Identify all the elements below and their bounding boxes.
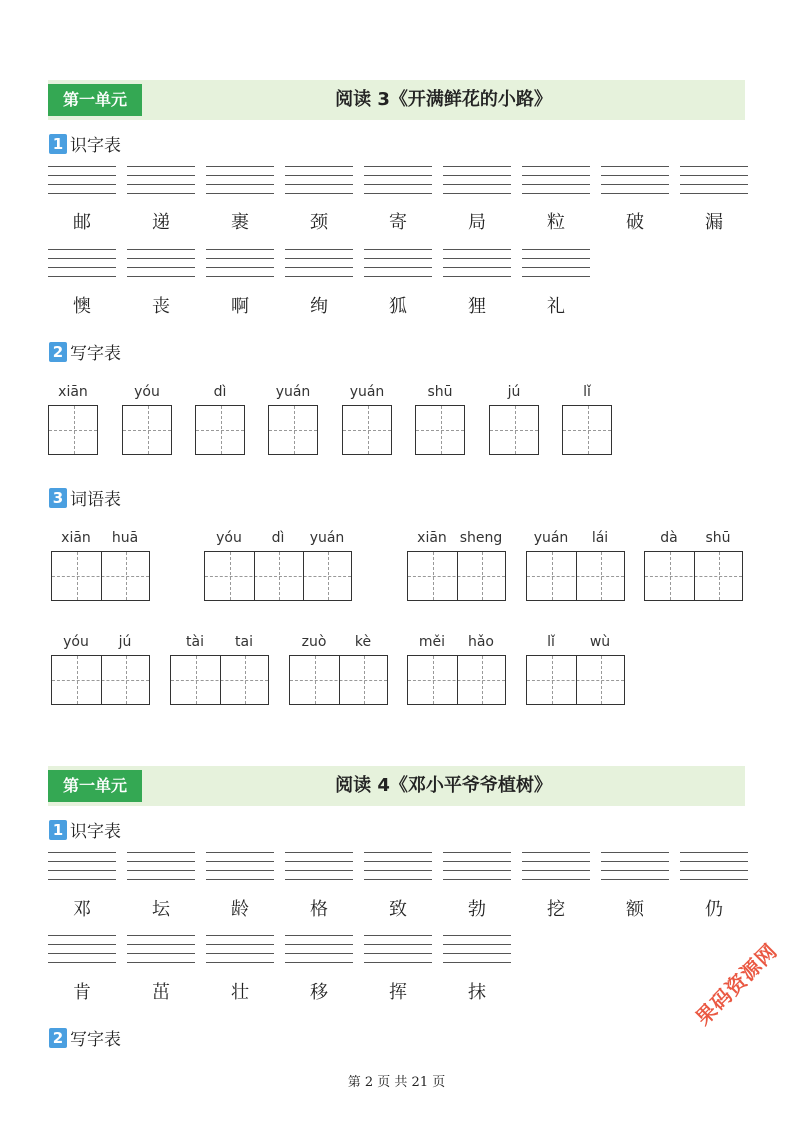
character: 勃: [468, 899, 486, 920]
tian-grid[interactable]: [122, 405, 172, 455]
page-footer: 第 2 页 共 21 页: [347, 1075, 446, 1090]
character: 移: [310, 982, 328, 1003]
tian-grid[interactable]: [342, 405, 392, 455]
tian-grid[interactable]: [51, 551, 150, 601]
pinyin: jú: [507, 384, 521, 400]
section-number: 2: [49, 1028, 67, 1048]
character: 裹: [231, 212, 249, 233]
pinyin-writing-lines[interactable]: [364, 852, 432, 884]
section-recognize: [49, 131, 121, 156]
pinyin-writing-lines[interactable]: [206, 166, 274, 198]
pinyin-writing-lines[interactable]: [285, 249, 353, 281]
pinyin: yóu: [216, 530, 242, 546]
section-number: 2: [49, 342, 67, 362]
pinyin-writing-lines[interactable]: [127, 166, 195, 198]
pinyin-writing-lines[interactable]: [48, 166, 116, 198]
pinyin-writing-lines[interactable]: [364, 935, 432, 967]
character: 邮: [73, 212, 91, 233]
watermark: 果码资源网: [690, 938, 783, 1030]
section-words: [49, 485, 121, 510]
unit-tag: 第一单元: [48, 84, 142, 116]
pinyin-writing-lines[interactable]: [364, 166, 432, 198]
pinyin-writing-lines[interactable]: [48, 852, 116, 884]
lesson-title: 阅读 3《开满鲜花的小路》: [335, 89, 552, 110]
tian-grid[interactable]: [562, 405, 612, 455]
pinyin-writing-lines[interactable]: [443, 249, 511, 281]
pinyin: kè: [354, 634, 372, 650]
section-label: 词语表: [70, 490, 121, 510]
character: 粒: [547, 212, 565, 233]
section-write: [49, 339, 121, 364]
character: 坛: [152, 899, 170, 920]
tian-grid[interactable]: [170, 655, 269, 705]
character: 漏: [705, 212, 723, 233]
lesson-title: 阅读 4《邓小平爷爷植树》: [335, 775, 552, 796]
pinyin-writing-lines[interactable]: [127, 249, 195, 281]
pinyin: sheng: [459, 530, 503, 546]
pinyin: dì: [213, 384, 227, 400]
pinyin: yuán: [349, 384, 385, 400]
pinyin: yuán: [309, 530, 345, 546]
pinyin-writing-lines[interactable]: [285, 852, 353, 884]
pinyin-writing-lines[interactable]: [601, 166, 669, 198]
pinyin-writing-lines[interactable]: [206, 249, 274, 281]
pinyin: tai: [235, 634, 253, 650]
pinyin-writing-lines[interactable]: [48, 249, 116, 281]
section-number: 3: [49, 488, 67, 508]
pinyin: dà: [660, 530, 678, 546]
pinyin-writing-lines[interactable]: [522, 166, 590, 198]
pinyin-writing-lines[interactable]: [522, 249, 590, 281]
pinyin: zuò: [301, 634, 327, 650]
pinyin-writing-lines[interactable]: [443, 166, 511, 198]
pinyin: lǐ: [583, 384, 591, 400]
pinyin-writing-lines[interactable]: [127, 935, 195, 967]
tian-grid[interactable]: [407, 655, 506, 705]
tian-grid[interactable]: [644, 551, 743, 601]
section-label: 识字表: [70, 822, 121, 842]
pinyin-writing-lines[interactable]: [601, 852, 669, 884]
pinyin: lái: [591, 530, 609, 546]
pinyin: xiān: [58, 384, 88, 400]
pinyin: jú: [118, 634, 132, 650]
character: 啊: [231, 296, 249, 317]
pinyin-writing-lines[interactable]: [443, 852, 511, 884]
pinyin: xiān: [417, 530, 447, 546]
pinyin: shū: [705, 530, 731, 546]
character: 格: [310, 899, 328, 920]
section-write: [49, 1025, 121, 1050]
character: 绚: [310, 296, 328, 317]
character: 龄: [231, 899, 249, 920]
pinyin: xiān: [61, 530, 91, 546]
character: 邓: [73, 899, 91, 920]
pinyin: yuán: [533, 530, 569, 546]
character: 狐: [389, 296, 407, 317]
pinyin-writing-lines[interactable]: [443, 935, 511, 967]
tian-grid[interactable]: [489, 405, 539, 455]
lesson4-header: [48, 766, 745, 806]
section-label: 写字表: [70, 1030, 121, 1050]
pinyin-writing-lines[interactable]: [364, 249, 432, 281]
character: 挖: [547, 899, 565, 920]
pinyin-writing-lines[interactable]: [48, 935, 116, 967]
pinyin: hǎo: [467, 634, 495, 650]
unit-tag: 第一单元: [48, 770, 142, 802]
character: 仍: [705, 899, 723, 920]
pinyin: shū: [427, 384, 453, 400]
pinyin-writing-lines[interactable]: [285, 166, 353, 198]
tian-grid[interactable]: [51, 655, 150, 705]
tian-grid[interactable]: [195, 405, 245, 455]
tian-grid[interactable]: [415, 405, 465, 455]
character: 颈: [310, 212, 328, 233]
character: 额: [626, 899, 644, 920]
tian-grid[interactable]: [526, 655, 625, 705]
character: 破: [626, 212, 644, 233]
character: 抹: [468, 982, 486, 1003]
pinyin-writing-lines[interactable]: [285, 935, 353, 967]
pinyin: tài: [186, 634, 204, 650]
character: 礼: [547, 296, 565, 317]
tian-grid[interactable]: [268, 405, 318, 455]
character: 递: [152, 212, 170, 233]
tian-grid[interactable]: [204, 551, 352, 601]
section-label: 识字表: [70, 136, 121, 156]
tian-grid[interactable]: [48, 405, 98, 455]
pinyin: měi: [418, 634, 446, 650]
section-recognize: [49, 817, 121, 842]
character: 丧: [152, 296, 170, 317]
tian-grid[interactable]: [289, 655, 388, 705]
tian-grid[interactable]: [407, 551, 506, 601]
pinyin: yuán: [275, 384, 311, 400]
character: 寄: [389, 212, 407, 233]
pinyin-writing-lines[interactable]: [206, 935, 274, 967]
pinyin: huā: [111, 530, 139, 546]
pinyin-writing-lines[interactable]: [680, 852, 748, 884]
character: 懊: [73, 296, 91, 317]
tian-grid[interactable]: [526, 551, 625, 601]
section-label: 写字表: [70, 344, 121, 364]
pinyin: yóu: [63, 634, 89, 650]
character: 局: [468, 212, 486, 233]
pinyin: lǐ: [547, 634, 555, 650]
lesson3-header: [48, 80, 745, 120]
pinyin: yóu: [134, 384, 160, 400]
section-number: 1: [49, 820, 67, 840]
section-number: 1: [49, 134, 67, 154]
pinyin-writing-lines[interactable]: [522, 852, 590, 884]
pinyin-writing-lines[interactable]: [206, 852, 274, 884]
character: 壮: [231, 982, 249, 1003]
pinyin-writing-lines[interactable]: [680, 166, 748, 198]
character: 茁: [152, 982, 170, 1003]
pinyin: dì: [271, 530, 285, 546]
character: 肯: [73, 982, 91, 1003]
character: 挥: [389, 982, 407, 1003]
character: 狸: [468, 296, 486, 317]
pinyin-writing-lines[interactable]: [127, 852, 195, 884]
pinyin: wù: [589, 634, 611, 650]
character: 致: [389, 899, 407, 920]
